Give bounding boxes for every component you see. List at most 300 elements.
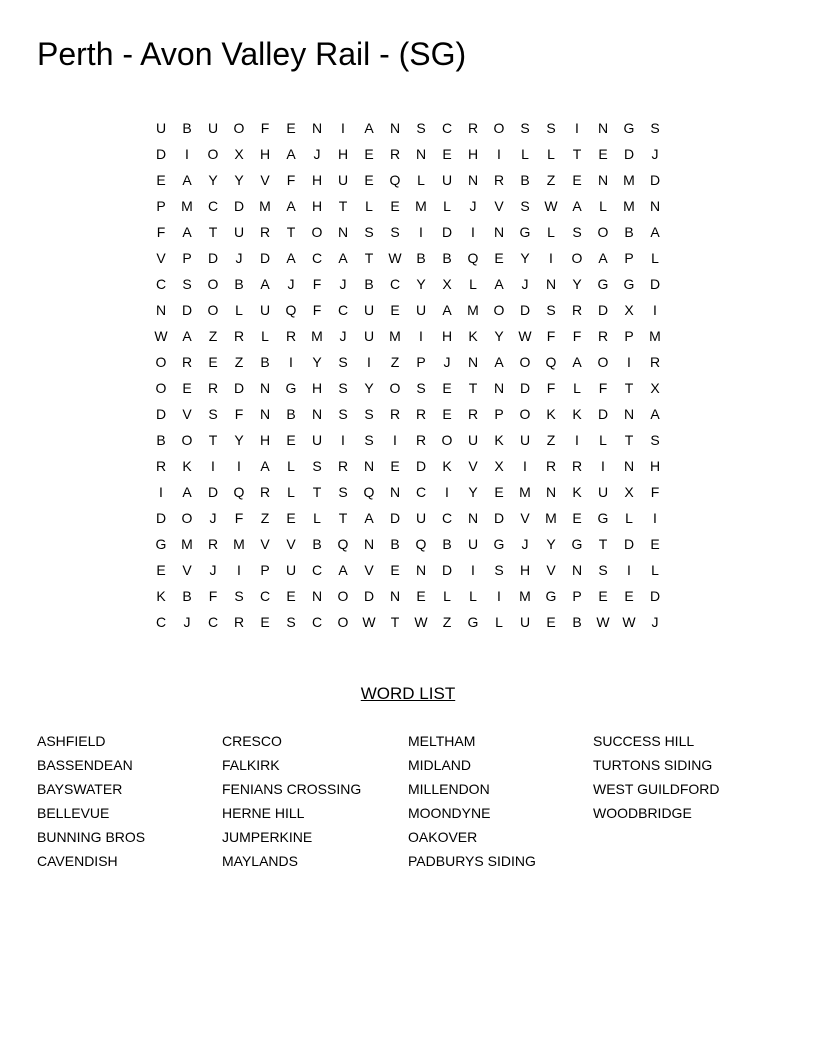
grid-letter: D [207,484,219,500]
grid-letter: D [233,380,245,396]
grid-letter: K [546,406,556,422]
grid-letter: N [311,120,323,136]
grid-letter: R [233,614,245,630]
grid-letter: S [520,120,530,136]
grid-letter: I [367,354,371,370]
grid-letter: M [233,536,245,552]
grid-letter: R [233,328,245,344]
grid-letter: G [597,276,609,292]
grid-letter: S [182,276,192,292]
grid-letter: N [259,406,271,422]
grid-letter: C [337,302,349,318]
grid-letter: W [154,328,168,344]
grid-letter: B [312,536,322,552]
word-list-column-2 [222,729,407,873]
grid-letter: U [519,432,531,448]
grid-letter: F [312,276,322,292]
grid-letter: P [572,588,582,604]
grid-letter: F [546,380,556,396]
grid-letter: I [471,562,475,578]
letter-grid [148,115,668,635]
grid-letter: F [650,484,660,500]
grid-letter: O [597,354,609,370]
grid-letter: U [441,172,453,188]
grid-letter: L [469,588,477,604]
word-list-column-1 [37,729,222,873]
grid-letter: M [623,198,635,214]
grid-letter: B [624,224,634,240]
grid-letter: D [649,172,661,188]
grid-letter: X [234,146,244,162]
grid-letter: T [624,432,634,448]
grid-letter: M [415,198,427,214]
grid-letter: U [207,120,219,136]
grid-letter: I [211,458,215,474]
grid-letter: C [311,250,323,266]
grid-letter: J [183,614,191,630]
grid-letter: L [599,198,607,214]
grid-letter: N [493,224,505,240]
grid-letter: T [364,250,374,266]
grid-letter: D [155,510,167,526]
grid-letter: S [650,432,660,448]
grid-letter: G [467,614,479,630]
grid-letter: L [365,198,373,214]
grid-letter: Q [285,302,297,318]
grid-letter: L [547,146,555,162]
grid-letter: S [598,562,608,578]
grid-letter: I [497,588,501,604]
grid-letter: S [312,458,322,474]
grid-letter: D [623,146,635,162]
grid-letter: M [467,302,479,318]
grid-letter: J [209,510,217,526]
grid-letter: Y [546,536,556,552]
grid-letter: R [493,172,505,188]
grid-letter: N [467,510,479,526]
grid-letter: H [311,380,323,396]
grid-letter: R [181,354,193,370]
grid-letter: A [338,562,348,578]
grid-letter: O [207,276,219,292]
grid-letter: D [363,588,375,604]
grid-letter: E [416,588,426,604]
grid-letter: I [237,562,241,578]
grid-letter: E [364,172,374,188]
grid-letter: A [442,302,452,318]
grid-letter: B [572,614,582,630]
grid-letter: L [521,146,529,162]
word-list-item: WEST GUILDFORD [593,781,720,797]
grid-letter: I [627,354,631,370]
grid-letter: W [518,328,532,344]
grid-letter: G [623,276,635,292]
grid-letter: G [155,536,167,552]
word-list-item: MOONDYNE [408,805,491,821]
grid-letter: L [495,614,503,630]
grid-letter: L [417,172,425,188]
grid-letter: J [287,276,295,292]
grid-letter: I [185,146,189,162]
grid-letter: C [441,510,453,526]
grid-letter: F [234,406,244,422]
word-list-item: BASSENDEAN [37,757,133,773]
grid-letter: H [259,146,271,162]
grid-letter: F [286,172,296,188]
grid-letter: C [155,614,167,630]
grid-letter: Q [389,172,401,188]
grid-letter: U [363,302,375,318]
grid-letter: A [260,276,270,292]
word-list-item: JUMPERKINE [222,829,313,845]
grid-letter: A [338,250,348,266]
grid-letter: U [311,432,323,448]
grid-letter: F [572,328,582,344]
grid-letter: L [443,588,451,604]
grid-letter: N [415,562,427,578]
grid-letter: U [259,302,271,318]
word-list-item: MELTHAM [408,733,476,749]
word-list-item: HERNE HILL [222,805,305,821]
grid-letter: G [519,224,531,240]
grid-letter: Z [546,432,556,448]
grid-letter: E [572,172,582,188]
grid-letter: Q [545,354,557,370]
grid-letter: O [207,302,219,318]
grid-letter: U [337,172,349,188]
grid-letter: M [649,328,661,344]
grid-letter: L [287,484,295,500]
grid-letter: M [181,198,193,214]
grid-letter: A [182,484,192,500]
grid-letter: T [468,380,478,396]
grid-letter: O [389,380,401,396]
grid-letter: E [442,380,452,396]
grid-letter: I [471,224,475,240]
grid-letter: K [182,458,192,474]
grid-letter: L [651,562,659,578]
grid-letter: S [546,120,556,136]
grid-letter: I [575,432,579,448]
grid-letter: D [233,198,245,214]
grid-letter: J [651,614,659,630]
grid-letter: B [416,250,426,266]
grid-letter: D [519,380,531,396]
grid-letter: A [286,146,296,162]
grid-letter: H [649,458,661,474]
grid-letter: N [467,172,479,188]
grid-letter: M [389,328,401,344]
word-list-item: WOODBRIDGE [593,805,692,821]
word-list-item: TURTONS SIDING [593,757,713,773]
grid-letter: O [233,120,245,136]
grid-letter: D [493,510,505,526]
grid-letter: N [623,406,635,422]
grid-letter: V [468,458,478,474]
grid-letter: C [389,276,401,292]
grid-letter: O [493,302,505,318]
word-list-item: PADBURYS SIDING [408,853,536,869]
grid-letter: K [156,588,166,604]
grid-letter: I [549,250,553,266]
grid-letter: P [624,328,634,344]
grid-letter: E [390,198,400,214]
grid-letter: N [545,484,557,500]
grid-letter: P [624,250,634,266]
grid-letter: O [571,250,583,266]
grid-letter: A [286,250,296,266]
grid-letter: J [521,536,529,552]
grid-letter: N [597,120,609,136]
grid-letter: R [467,406,479,422]
grid-letter: B [442,536,452,552]
grid-letter: G [493,536,505,552]
grid-letter: T [624,380,634,396]
grid-letter: Y [572,276,582,292]
grid-letter: J [313,146,321,162]
grid-letter: T [390,614,400,630]
grid-letter: N [649,198,661,214]
grid-letter: A [364,510,374,526]
grid-letter: E [156,172,166,188]
grid-letter: V [546,562,556,578]
grid-letter: E [546,614,556,630]
grid-letter: S [338,484,348,500]
grid-letter: C [155,276,167,292]
grid-letter: Y [208,172,218,188]
grid-letter: R [597,328,609,344]
grid-letter: E [156,562,166,578]
grid-letter: E [390,562,400,578]
grid-letter: B [260,354,270,370]
grid-letter: T [572,146,582,162]
grid-letter: V [494,198,504,214]
grid-letter: D [441,562,453,578]
grid-letter: W [596,614,610,630]
grid-letter: R [415,432,427,448]
grid-letter: F [208,588,218,604]
grid-letter: I [289,354,293,370]
grid-letter: K [572,406,582,422]
word-list-column-4 [593,729,778,825]
grid-letter: H [311,198,323,214]
grid-letter: C [311,562,323,578]
grid-letter: D [155,146,167,162]
grid-letter: R [649,354,661,370]
word-list-item: OAKOVER [408,829,478,845]
grid-letter: L [625,510,633,526]
grid-letter: E [364,146,374,162]
grid-letter: N [311,588,323,604]
grid-letter: X [442,276,452,292]
grid-letter: V [260,172,270,188]
grid-letter: F [312,302,322,318]
grid-letter: X [624,484,634,500]
grid-letter: N [389,120,401,136]
grid-letter: Y [416,276,426,292]
grid-letter: D [597,302,609,318]
grid-letter: I [419,224,423,240]
grid-letter: P [156,198,166,214]
grid-letter: S [416,120,426,136]
grid-letter: D [415,458,427,474]
grid-letter: L [443,198,451,214]
grid-letter: D [519,302,531,318]
grid-letter: Q [337,536,349,552]
grid-letter: L [651,250,659,266]
grid-letter: M [519,588,531,604]
grid-letter: W [622,614,636,630]
grid-letter: S [572,224,582,240]
grid-letter: E [390,302,400,318]
grid-letter: U [597,484,609,500]
word-list-item: CRESCO [222,733,282,749]
grid-letter: C [415,484,427,500]
grid-letter: D [207,250,219,266]
grid-letter: N [311,406,323,422]
grid-letter: T [208,432,218,448]
word-list-item: BELLEVUE [37,805,110,821]
grid-letter: C [441,120,453,136]
grid-letter: V [182,562,192,578]
grid-letter: R [207,536,219,552]
grid-letter: Z [234,354,244,370]
grid-letter: D [441,224,453,240]
grid-letter: N [545,276,557,292]
grid-letter: E [208,354,218,370]
grid-letter: E [650,536,660,552]
grid-letter: A [494,354,504,370]
grid-letter: N [571,562,583,578]
grid-letter: R [337,458,349,474]
grid-letter: N [597,172,609,188]
grid-letter: I [237,458,241,474]
grid-letter: N [259,380,271,396]
grid-letter: N [363,458,375,474]
word-list-item: MAYLANDS [222,853,298,869]
grid-letter: O [181,510,193,526]
grid-letter: A [182,224,192,240]
grid-letter: J [521,276,529,292]
grid-letter: O [519,354,531,370]
grid-letter: A [650,224,660,240]
grid-letter: Y [234,432,244,448]
grid-letter: O [181,432,193,448]
grid-letter: P [182,250,192,266]
grid-letter: L [469,276,477,292]
grid-letter: M [623,172,635,188]
grid-letter: O [155,380,167,396]
grid-letter: S [234,588,244,604]
grid-letter: R [415,406,427,422]
grid-letter: A [364,120,374,136]
grid-letter: R [389,146,401,162]
word-list-item: ASHFIELD [37,733,106,749]
grid-letter: D [649,588,661,604]
grid-letter: I [159,484,163,500]
grid-letter: E [598,146,608,162]
grid-letter: Z [442,614,452,630]
puzzle-title: Perth - Avon Valley Rail - (SG) [37,36,467,72]
grid-letter: E [286,510,296,526]
grid-letter: N [415,146,427,162]
grid-letter: U [363,328,375,344]
grid-letter: V [520,510,530,526]
grid-letter: N [337,224,349,240]
grid-letter: A [494,276,504,292]
grid-letter: E [286,588,296,604]
word-list-item: BAYSWATER [37,781,123,797]
grid-letter: K [494,432,504,448]
grid-letter: E [598,588,608,604]
grid-letter: J [209,562,217,578]
grid-letter: A [572,198,582,214]
word-list-column-3 [408,729,593,873]
grid-letter: U [467,432,479,448]
grid-letter: Q [363,484,375,500]
grid-letter: F [156,224,166,240]
grid-letter: R [259,484,271,500]
grid-letter: Z [390,354,400,370]
grid-letter: I [341,432,345,448]
grid-letter: B [364,276,374,292]
grid-letter: H [441,328,453,344]
grid-letter: L [599,432,607,448]
grid-letter: B [182,120,192,136]
grid-letter: L [261,328,269,344]
grid-letter: O [337,588,349,604]
grid-letter: R [207,380,219,396]
grid-letter: E [442,406,452,422]
grid-letter: S [364,224,374,240]
grid-letter: V [182,406,192,422]
grid-letter: A [650,406,660,422]
grid-letter: I [575,120,579,136]
grid-letter: A [260,458,270,474]
grid-letter: W [388,250,402,266]
grid-letter: S [338,354,348,370]
grid-letter: S [364,432,374,448]
grid-letter: S [338,406,348,422]
grid-letter: K [572,484,582,500]
grid-letter: D [649,276,661,292]
grid-letter: A [286,198,296,214]
grid-letter: O [441,432,453,448]
grid-letter: F [598,380,608,396]
grid-letter: O [337,614,349,630]
grid-letter: O [597,224,609,240]
grid-letter: U [519,614,531,630]
grid-letter: F [546,328,556,344]
grid-letter: E [390,458,400,474]
grid-letter: U [285,562,297,578]
grid-letter: V [260,536,270,552]
grid-letter: U [155,120,167,136]
grid-letter: F [260,120,270,136]
grid-letter: K [468,328,478,344]
grid-letter: R [571,302,583,318]
grid-letter: E [286,432,296,448]
grid-letter: I [445,484,449,500]
grid-letter: Z [260,510,270,526]
grid-letter: N [389,588,401,604]
grid-letter: F [234,510,244,526]
grid-letter: M [545,510,557,526]
grid-letter: W [362,614,376,630]
grid-letter: S [494,562,504,578]
word-list-item: MIDLAND [408,757,472,773]
grid-letter: U [415,302,427,318]
